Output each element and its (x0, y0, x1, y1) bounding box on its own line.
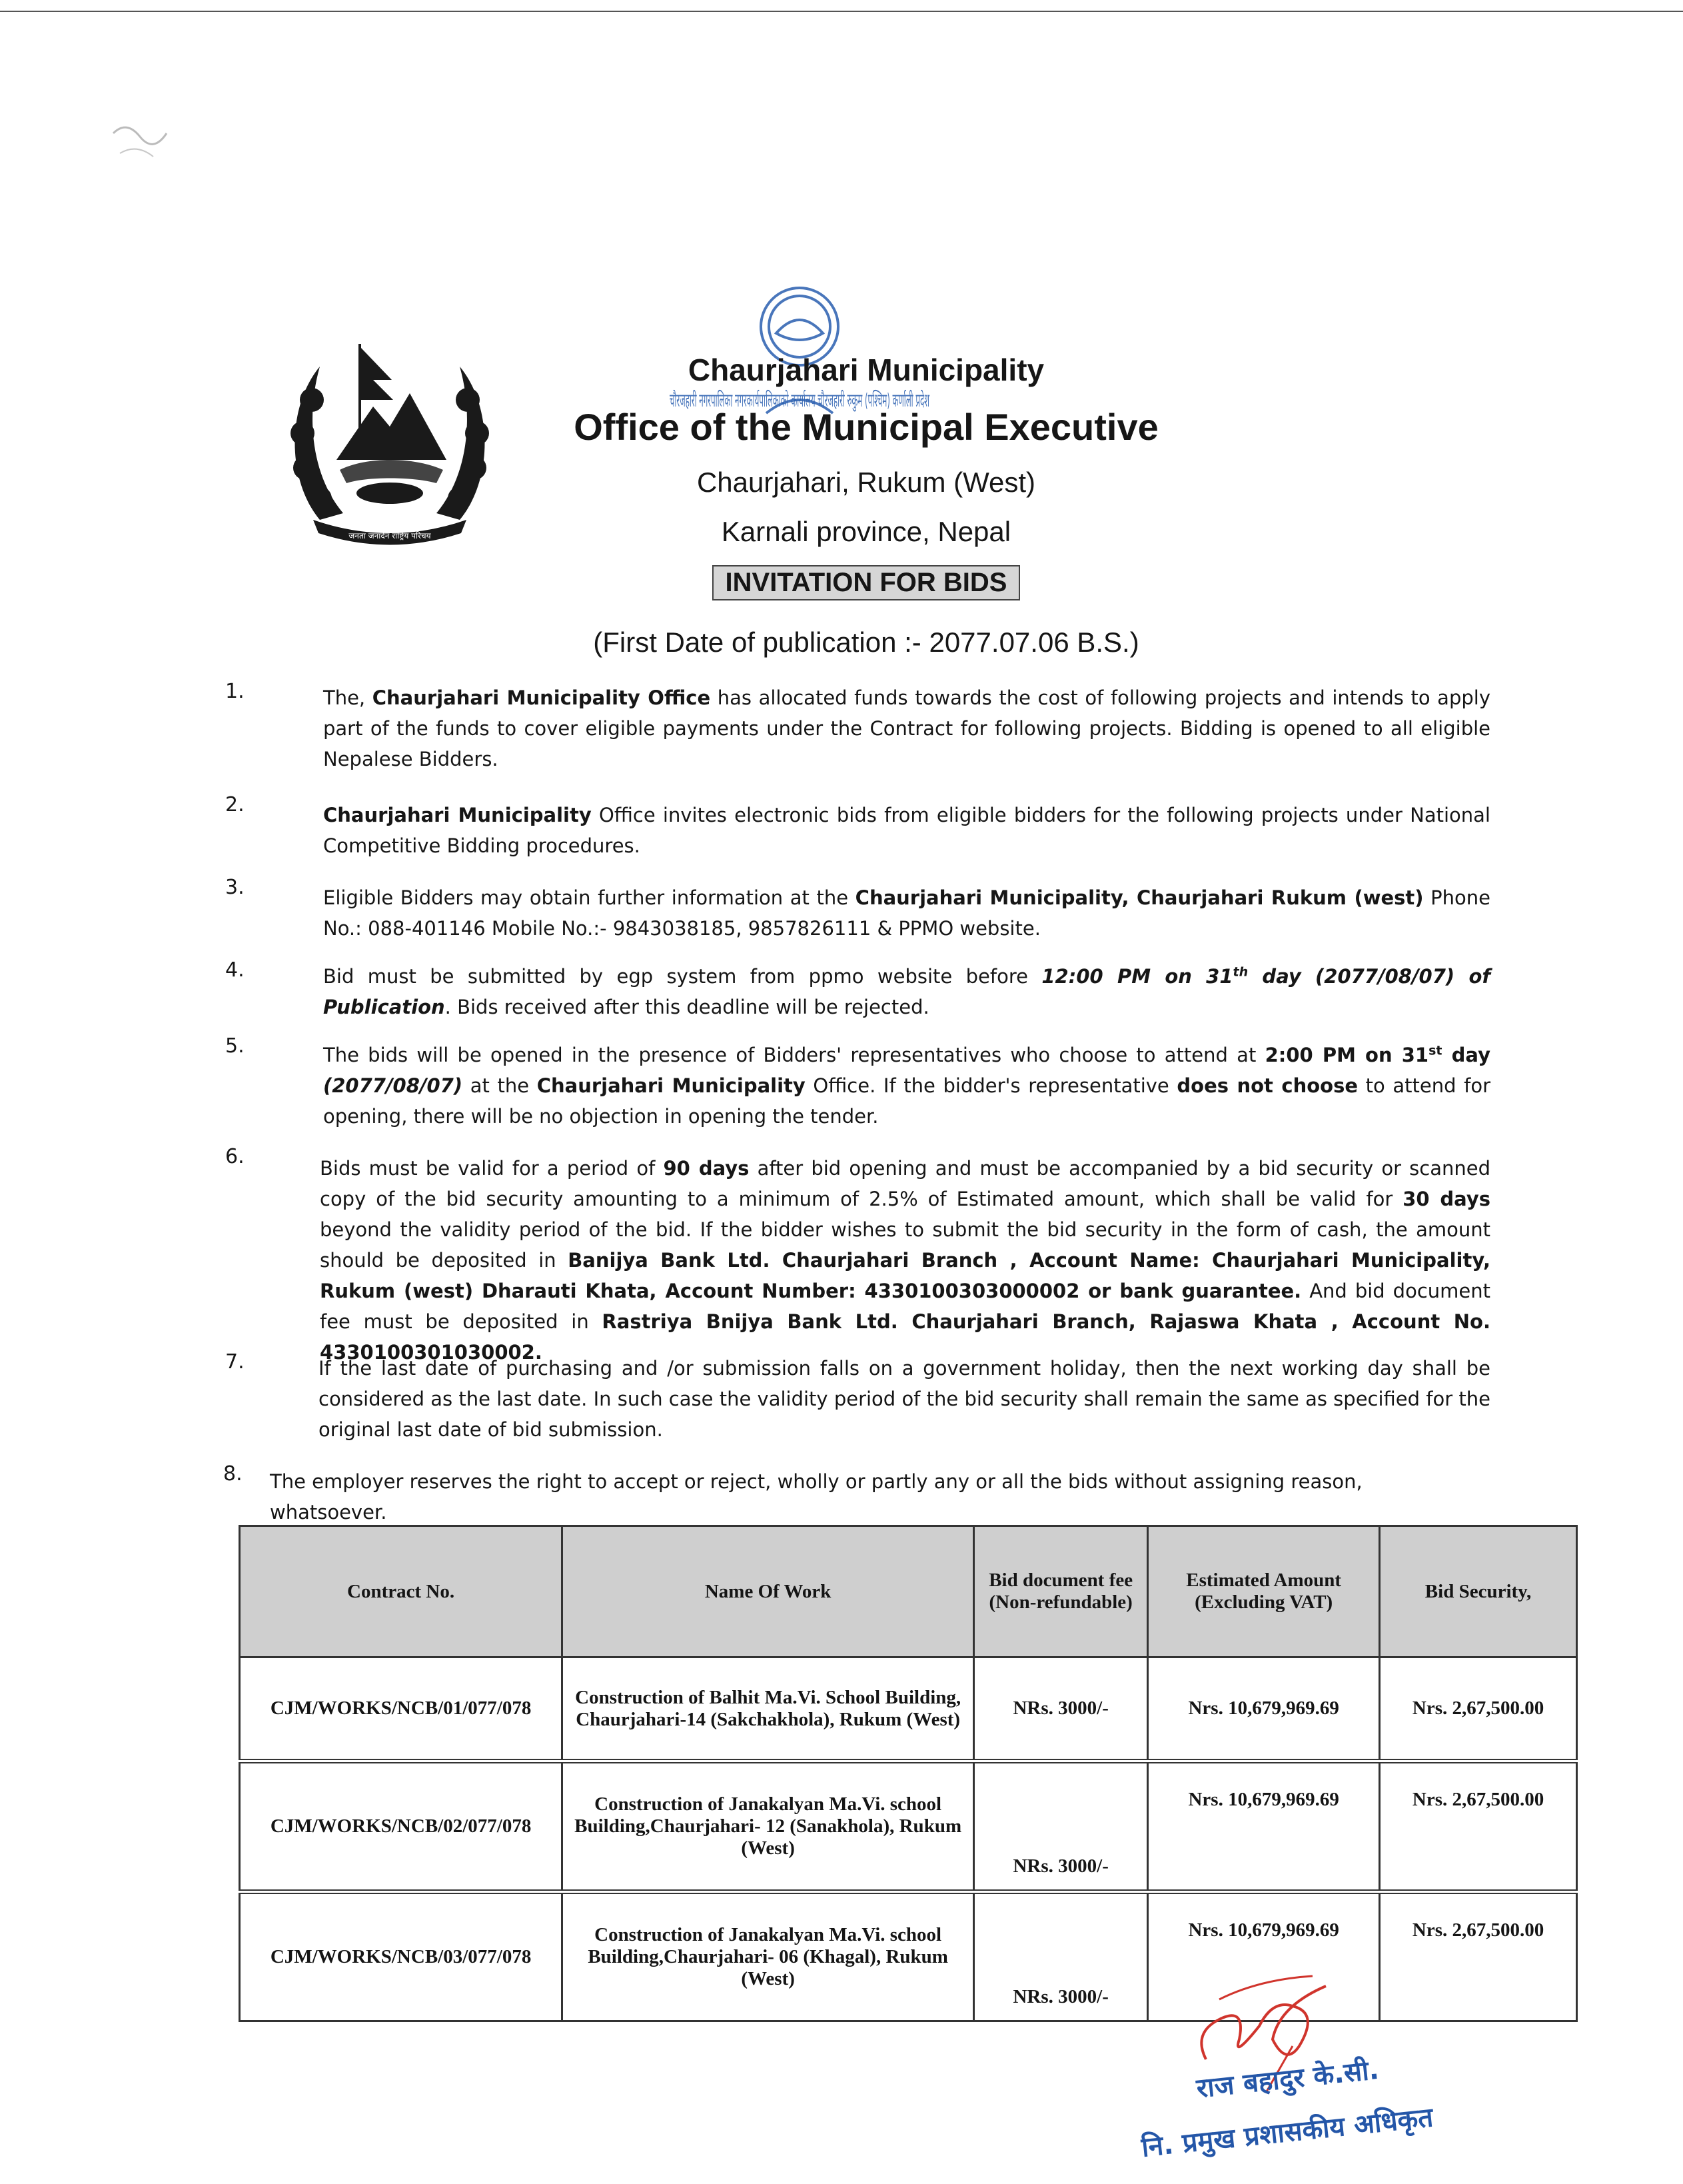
amount-cell: Nrs. 10,679,969.69 (1148, 1892, 1380, 2021)
security-cell: Nrs. 2,67,500.00 (1380, 1892, 1577, 2021)
column-header-amount: Estimated Amount (Excluding VAT) (1148, 1526, 1380, 1657)
column-header-work: Name Of Work (562, 1526, 974, 1657)
fee-cell: NRs. 3000/- (974, 1892, 1148, 2021)
signatory-title: नि. प्रमुख प्रशासकीय अधिकृत (1140, 2102, 1435, 2163)
security-cell: Nrs. 2,67,500.00 (1380, 1657, 1577, 1761)
column-header-security: Bid Security, (1380, 1526, 1577, 1657)
clause-number: 8. (223, 1462, 243, 1486)
notice-title-wrap (466, 565, 1266, 600)
fee-cell: NRs. 3000/- (974, 1657, 1148, 1761)
stamp-text: चौरजहारी नगरपालिका नगरकार्यपालिकाको कार्यालय चौरजहारी रुकुम (पश्चिम) कर्णाली प्रदेश (670, 389, 1297, 411)
column-header-contract: Contract No. (240, 1526, 562, 1657)
signatory-name: राज बहादुर के.सी. (1195, 2054, 1381, 2105)
clause-number: 6. (225, 1145, 245, 1168)
clause-5-text: The bids will be opened in the presence of Bidders' representatives who choose to attend at 2:00 PM on 31st day (2077/08/07) at the Chaurjahari Municipality Office. If the bidder's representative does not choose to attend for opening, there will be no objection in opening the tender. (323, 1043, 1490, 1128)
bid-table (239, 1525, 1578, 2022)
work-name-cell: Construction of Balhit Ma.Vi. School Building, Chaurjahari-14 (Sakchakhola), Rukum (West) (562, 1657, 974, 1761)
emblem-motto: जनता जनार्दन राष्ट्रिय परिचय (348, 531, 431, 541)
publication-date: (First Date of publication :- 2077.07.06 B.S.) (593, 626, 1139, 658)
clause-number: 3. (225, 876, 245, 899)
clause-number: 5. (225, 1034, 245, 1058)
fee-cell: NRs. 3000/- (974, 1761, 1148, 1892)
scan-edge-line (0, 11, 1683, 12)
contract-no-cell: CJM/WORKS/NCB/02/077/078 (240, 1761, 562, 1892)
security-cell: Nrs. 2,67,500.00 (1380, 1761, 1577, 1892)
office-province: Karnali province, Nepal (721, 516, 1011, 547)
contract-no-cell: CJM/WORKS/NCB/01/077/078 (240, 1657, 562, 1761)
work-name-cell: Construction of Janakalyan Ma.Vi. school Building,Chaurjahari- 12 (Sanakhola), Rukum (West) (562, 1761, 974, 1892)
clause-number: 2. (225, 793, 245, 816)
clause-number: 7. (225, 1350, 245, 1374)
municipality-name: Chaurjahari Municipality (688, 353, 1045, 387)
clause-7-text: If the last date of purchasing and /or submission falls on a government holiday, then the next working day shall be considered as the last date. In such case the validity period of the bid security shall remain the same as specified for the original last date of bid submission. (318, 1357, 1490, 1441)
clause-1-text: The, Chaurjahari Municipality Office has allocated funds towards the cost of following projects and intends to apply part of the funds to cover eligible payments under the Contract for following projects. Bidding is opened to all eligible Nepalese Bidders. (323, 686, 1490, 770)
table-row (240, 1761, 1577, 1892)
column-header-fee: Bid document fee (Non-refundable) (974, 1526, 1148, 1657)
clause-8-text: The employer reserves the right to accept or reject, wholly or partly any or all the bids without assigning reason, whatsoever. (270, 1470, 1363, 1524)
amount-cell: Nrs. 10,679,969.69 (1148, 1657, 1380, 1761)
clause-6-text: Bids must be valid for a period of 90 days after bid opening and must be accompanied by a bid security or scanned copy of the bid security amounting to a minimum of 2.5% of Estimated amount, which shall be valid for 30 days beyond the validity period of the bid. If the bidder wishes to submit the bid security in the form of cash, the amount should be deposited in Banijya Bank Ltd. Chaurjahari Branch , Account Name: Chaurjahari Municipality, Rukum (west) Dharauti Khata, Account Number: 4330100303000002 or bank guarantee. And bid document fee must be deposited in Rastriya Bnijya Bank Ltd. Chaurjahari Branch, Rajaswa Khata , Account No. 4330100301030002. (320, 1157, 1490, 1364)
clause-2-text: Chaurjahari Municipality Office invites electronic bids from eligible bidders for the following projects under National Competitive Bidding procedures. (323, 804, 1490, 857)
work-name-cell: Construction of Janakalyan Ma.Vi. school Building,Chaurjahari- 06 (Khagal), Rukum (West) (562, 1892, 974, 2021)
clause-4-text: Bid must be submitted by egp system from ppmo website before 12:00 PM on 31th day (2077/08/07) of Publication. Bids received after this deadline will be rejected. (323, 964, 1490, 1018)
amount-cell: Nrs. 10,679,969.69 (1148, 1761, 1380, 1892)
table-row (240, 1892, 1577, 2021)
contract-no-cell: CJM/WORKS/NCB/03/077/078 (240, 1892, 562, 2021)
clause-number: 4. (225, 958, 245, 982)
notice-title: INVITATION FOR BIDS (712, 565, 1021, 600)
clause-3-text: Eligible Bidders may obtain further information at the Chaurjahari Municipality, Chaurjahari Rukum (west) Phone No.: 088-401146 Mobile No.:- 9843038185, 9857826111 & PPMO website. (323, 886, 1490, 940)
table-row (240, 1657, 1577, 1761)
scan-smudge (100, 107, 193, 173)
office-title: Office of the Municipal Executive (574, 406, 1159, 448)
office-location: Chaurjahari, Rukum (West) (696, 467, 1036, 498)
clause-number: 1. (225, 680, 245, 703)
table-header-row (240, 1526, 1577, 1657)
